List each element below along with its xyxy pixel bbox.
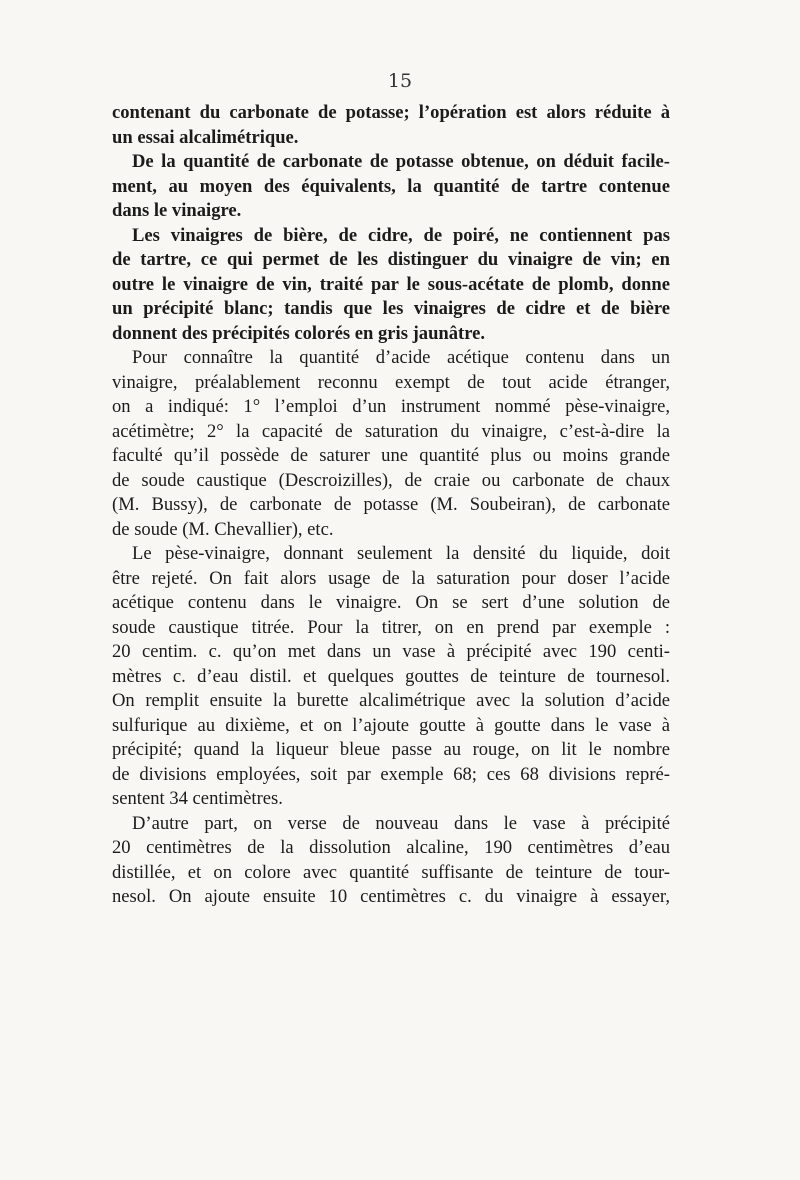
text-line: Les vinaigres de bière, de cidre, de poiré, ne contiennent pas xyxy=(132,224,670,246)
text-line: 20 centim. c. qu’on met dans un vase à précipité avec 190 centi- xyxy=(112,641,670,662)
text-line: D’autre part, on verse de nouveau dans le vase à précipité xyxy=(132,812,670,834)
text-line: acétimètre; 2° la capacité de saturation du vinaigre, c’est-à-dire la xyxy=(112,420,670,442)
text-line: précipité; quand la liqueur bleue passe au rouge, on lit le nombre xyxy=(112,739,670,760)
text-line: (M. Bussy), de carbonate de potasse (M. Soubeiran), de carbonate xyxy=(112,494,670,515)
text-line: Le pèse-vinaigre, donnant seulement la densité du liquide, doit xyxy=(132,543,670,564)
text-line: de soude caustique (Descroizilles), de craie ou carbonate de chaux xyxy=(112,469,670,491)
text-line: être rejeté. On fait alors usage de la saturation pour doser l’acide xyxy=(112,567,670,589)
text-line: un précipité blanc; tandis que les vinaigres de cidre et de bière xyxy=(112,298,670,319)
text-line: un essai alcalimétrique. xyxy=(112,126,299,148)
text-line: De la quantité de carbonate de potasse obtenue, on déduit facile- xyxy=(132,151,670,172)
body-text xyxy=(112,101,670,910)
text-line: sulfurique au dixième, et on l’ajoute goutte à goutte dans le vase à xyxy=(112,714,670,736)
text-line: acétique contenu dans le vinaigre. On se sert d’une solution de xyxy=(112,592,670,613)
text-line: soude caustique titrée. Pour la titrer, on en prend par exemple : xyxy=(112,616,670,638)
text-line: sentent 34 centimètres. xyxy=(112,788,283,809)
text-line: mètres c. d’eau distil. et quelques gouttes de teinture de tournesol. xyxy=(112,665,670,687)
text-line: On remplit ensuite la burette alcalimétrique avec la solution d’acide xyxy=(112,690,670,711)
text-line: donnent des précipités colorés en gris jaunâtre. xyxy=(112,322,486,344)
text-line: vinaigre, préalablement reconnu exempt de tout acide étranger, xyxy=(112,371,670,393)
text-line: 20 centimètres de la dissolution alcaline, 190 centimètres d’eau xyxy=(112,837,670,858)
text-line: outre le vinaigre de vin, traité par le sous-acétate de plomb, donne xyxy=(112,273,670,295)
text-line: de divisions employées, soit par exemple 68; ces 68 divisions repré- xyxy=(112,763,670,785)
text-line: de tartre, ce qui permet de les distinguer du vinaigre de vin; en xyxy=(112,249,670,270)
text-line: faculté qu’il possède de saturer une quantité plus ou moins grande xyxy=(112,445,670,466)
page-number: 15 xyxy=(387,70,413,92)
text-line: Pour connaître la quantité d’acide acétique contenu dans un xyxy=(132,347,670,368)
text-line: ment, au moyen des équivalents, la quantité de tartre contenue xyxy=(112,175,670,197)
text-line: de soude (M. Chevallier), etc. xyxy=(112,518,334,540)
text-line: nesol. On ajoute ensuite 10 centimètres c. du vinaigre à essayer, xyxy=(112,886,670,907)
text-line: contenant du carbonate de potasse; l’opération est alors réduite à xyxy=(112,102,670,123)
text-line: dans le vinaigre. xyxy=(112,200,242,221)
text-line: distillée, et on colore avec quantité suffisante de teinture de tour- xyxy=(112,861,670,883)
text-line: on a indiqué: 1° l’emploi d’un instrument nommé pèse-vinaigre, xyxy=(112,396,670,417)
